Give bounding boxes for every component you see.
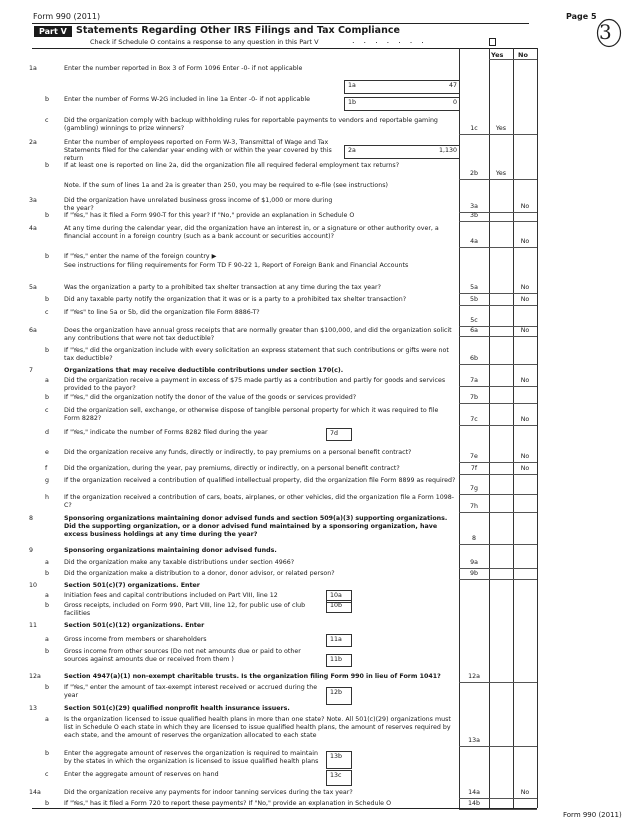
question-text: Is the organization licensed to issue qualified health plans in more than one state? Note. All 501(c)(29) organizations must list in Schedule O each state in which they are licensed to issue qualified health plans, the amount of reserves required by each state, and the amount of reserves the organization allocated to each state	[64, 716, 451, 739]
answer-row-rule	[459, 386, 537, 387]
question-number: 14a	[29, 789, 41, 796]
question-text: Sponsoring organizations maintaining donor advised funds and section 509(a)(3) supporting organizations. Did the supporting organization, or a donor advised fund maintained by a sponsoring organization, have excess business holdings at any time during the year?	[64, 515, 448, 538]
line-number-cell: 1c	[470, 125, 478, 132]
amount-box-label: 11a	[330, 636, 342, 643]
question-sub-letter: c	[45, 309, 49, 316]
question-text: If "Yes," did the organization notify the donor of the value of the goods or services provided?	[64, 394, 357, 401]
question-text: Did the organization, during the year, pay premiums, directly or indirectly, on a personal benefit contract?	[64, 465, 400, 472]
answer-row-rule	[459, 364, 537, 365]
answer-row-rule	[459, 474, 537, 475]
question-sub-letter: h	[45, 494, 49, 501]
line-number-cell: 14b	[467, 800, 480, 807]
no-answer-cell[interactable]: No	[520, 238, 530, 245]
question-text: Did any taxable party notify the organization that it was or is a party to a prohibited tax shelter transaction?	[64, 296, 407, 303]
answer-row-rule	[459, 462, 537, 463]
amount-box-10b[interactable]	[326, 600, 352, 613]
answer-row-rule	[459, 809, 537, 810]
table-top-rule	[32, 48, 537, 49]
amount-box-label: 1b	[348, 99, 357, 106]
no-col-border	[513, 48, 514, 808]
amount-box-label: 13b	[330, 753, 343, 760]
answer-row-rule	[459, 293, 537, 294]
question-text: Did the organization receive any funds, directly or indirectly, to pay premiums on a personal benefit contract?	[64, 449, 412, 456]
answer-row-rule	[459, 494, 537, 495]
question-sub-letter: b	[45, 800, 49, 807]
yes-col-border	[489, 48, 490, 808]
amount-box-value: 1,130	[438, 147, 457, 154]
yes-answer-cell[interactable]: Yes	[495, 170, 507, 177]
question-text: Enter the number of employees reported on Form W-3, Transmittal of Wage and Tax Statements filed for the calendar year ending with or within the year covered by this return	[64, 139, 332, 162]
line-number-cell: 12a	[468, 673, 480, 680]
question-text: If "Yes," enter the name of the foreign country ▶	[64, 253, 217, 260]
answer-row-rule	[459, 746, 537, 747]
right-border	[537, 48, 538, 808]
amount-box-2a[interactable]	[344, 145, 460, 159]
answer-row-rule	[459, 134, 537, 135]
question-number: 3a	[29, 197, 37, 204]
form-footer: Form 990 (2011)	[563, 811, 622, 819]
question-text: Sponsoring organizations maintaining donor advised funds.	[64, 547, 277, 554]
question-number: 1a	[29, 65, 37, 72]
question-text: Does the organization have annual gross receipts that are normally greater than $100,000, and did the organization solicit any contributions that were not tax deductible?	[64, 327, 452, 342]
line-number-cell: 7c	[470, 416, 478, 423]
question-sub-letter: b	[45, 96, 49, 103]
no-answer-cell[interactable]: No	[520, 296, 530, 303]
question-sub-letter: b	[45, 394, 49, 401]
question-sub-letter: c	[45, 117, 49, 124]
amount-box-11a[interactable]	[326, 634, 352, 647]
schedule-o-check-text: Check if Schedule O contains a response to any question in this Part V	[90, 38, 319, 46]
question-number: 11	[29, 622, 38, 629]
question-sub-letter: b	[45, 570, 49, 577]
question-text: If at least one is reported on line 2a, did the organization file all required federal employment tax returns?	[64, 162, 400, 169]
line-number-cell: 7a	[470, 377, 478, 384]
answer-row-rule	[459, 179, 537, 180]
question-sub-letter: f	[45, 465, 48, 472]
amount-box-11b[interactable]	[326, 654, 352, 667]
line-number-cell: 14a	[468, 789, 480, 796]
question-number: 10	[29, 582, 38, 589]
question-text: Organizations that may receive deductible contributions under section 170(c).	[64, 367, 344, 374]
question-sub-letter: b	[45, 684, 49, 691]
header-rule	[32, 23, 529, 24]
question-text: Gross income from members or shareholders	[64, 636, 207, 643]
question-text: If "Yes," indicate the number of Forms 8282 filed during the year	[64, 429, 268, 436]
question-text: Did the organization make a distribution to a donor, donor advisor, or related person?	[64, 570, 335, 577]
line-number-cell: 9a	[470, 559, 478, 566]
question-sub-letter: b	[45, 347, 49, 354]
line-number-cell: 13a	[468, 737, 480, 744]
question-sub-letter: a	[45, 636, 49, 643]
no-answer-cell[interactable]: No	[520, 203, 530, 210]
yes-column-header: Yes	[491, 51, 504, 59]
answer-row-rule	[459, 403, 537, 404]
question-text: See instructions for filing requirements for Form TD F 90-22 1, Report of Foreign Bank and Financial Accounts	[64, 262, 409, 269]
no-answer-cell[interactable]: No	[520, 789, 530, 796]
answer-row-rule	[459, 544, 537, 545]
question-sub-letter: c	[45, 771, 49, 778]
question-number: 13	[29, 705, 38, 712]
answer-row-rule	[459, 798, 537, 799]
answer-row-rule	[459, 512, 537, 513]
no-answer-cell[interactable]: No	[520, 416, 530, 423]
no-answer-cell[interactable]: No	[520, 284, 530, 291]
amount-box-label: 11b	[330, 656, 343, 663]
question-text: Initiation fees and capital contributions included on Part VIII, line 12	[64, 592, 278, 599]
page-number: Page 5	[566, 12, 597, 21]
question-number: 9	[29, 547, 34, 554]
question-sub-letter: a	[45, 377, 49, 384]
line-number-cell: 5a	[470, 284, 478, 291]
amount-box-13c[interactable]	[326, 770, 352, 786]
question-text: Gross receipts, included on Form 990, Part VIII, line 12, for public use of club facilities	[64, 602, 306, 617]
question-sub-letter: a	[45, 559, 49, 566]
question-text: Section 501(c)(7) organizations. Enter	[64, 582, 200, 589]
amount-box-value: 0	[452, 99, 457, 106]
col-header-rule	[489, 59, 537, 60]
amount-box-1a[interactable]	[344, 80, 460, 94]
line-number-cell: 7e	[470, 453, 478, 460]
line-number-col-border	[459, 48, 460, 808]
question-sub-letter: g	[45, 477, 49, 484]
no-answer-cell[interactable]: No	[520, 327, 530, 334]
amount-box-label: 2a	[348, 147, 356, 154]
part-tag: Part V	[34, 26, 72, 37]
question-text: Enter the number reported in Box 3 of Form 1096 Enter -0- if not applicable	[64, 65, 303, 72]
answer-row-rule	[459, 568, 537, 569]
question-text: Did the organization sell, exchange, or otherwise dispose of tangible personal property for which it was required to file Form 8282?	[64, 407, 439, 422]
answer-row-rule	[459, 682, 537, 683]
question-text: Was the organization a party to a prohibited tax shelter transaction at any time during the tax year?	[64, 284, 381, 291]
line-number-cell: 4a	[470, 238, 478, 245]
line-number-cell: 9b	[469, 570, 478, 577]
form-header-left: Form 990 (2011)	[33, 12, 101, 21]
question-text: Section 4947(a)(1) non-exempt charitable trusts. Is the organization filing Form 990 in lieu of Form 1041?	[64, 673, 441, 680]
question-text: Enter the aggregate amount of reserves the organization is required to maintain by the states in which the organization is licensed to issue qualified health plans	[64, 750, 319, 765]
question-text: Section 501(c)(29) qualified nonprofit health insurance issuers.	[64, 705, 290, 712]
amount-box-label: 1a	[348, 82, 356, 89]
line-number-cell: 5b	[469, 296, 478, 303]
question-sub-letter: b	[45, 602, 49, 609]
question-sub-letter: b	[45, 162, 49, 169]
no-answer-cell[interactable]: No	[520, 465, 530, 472]
amount-box-label: 7d	[330, 430, 339, 437]
question-text: Did the organization comply with backup withholding rules for reportable payments to vendors and reportable gaming (gambling) winnings to prize winners?	[64, 117, 438, 132]
amount-box-12b[interactable]	[326, 687, 352, 705]
question-number: 8	[29, 515, 34, 522]
question-text: At any time during the calendar year, did the organization have an interest in, or a signature or other authority over, a financial account in a foreign country (such as a bank account or securities account)?	[64, 225, 439, 240]
line-number-cell: 3a	[470, 203, 478, 210]
answer-row-rule	[459, 221, 537, 222]
line-number-cell: 5c	[470, 317, 478, 324]
answer-row-rule	[459, 247, 537, 248]
question-number: 6a	[29, 327, 37, 334]
line-number-cell: 2b	[469, 170, 478, 177]
question-text: If "Yes," enter the amount of tax-exempt interest received or accrued during the year	[64, 684, 318, 699]
question-sub-letter: a	[45, 592, 49, 599]
question-text: Did the organization receive a payment in excess of $75 made partly as a contribution and partly for goods and services provided to the payor?	[64, 377, 446, 392]
line-number-cell: 7f	[470, 465, 478, 472]
question-text: Gross income from other sources (Do not net amounts due or paid to other sources against amounts due or received from them )	[64, 648, 301, 663]
question-sub-letter: a	[45, 716, 49, 723]
handwritten-number: 3	[599, 20, 612, 44]
no-column-header: No	[518, 51, 528, 59]
question-text: Note. If the sum of lines 1a and 2a is greater than 250, you may be required to e-file (see instructions)	[64, 182, 388, 189]
line-number-cell: 3b	[469, 212, 478, 219]
question-number: 2a	[29, 139, 37, 146]
answer-row-rule	[459, 579, 537, 580]
amount-box-label: 12b	[330, 689, 343, 696]
question-number: 7	[29, 367, 34, 374]
check-leader-dots: .......	[352, 36, 433, 45]
line-number-cell: 7b	[469, 394, 478, 401]
question-text: If "Yes," did the organization include with every solicitation an express statement that such contributions or gifts were not tax deductible?	[64, 347, 449, 362]
question-text: If "Yes" to line 5a or 5b, did the organization file Form 8886-T?	[64, 309, 260, 316]
question-text: Did the organization receive any payments for indoor tanning services during the tax year?	[64, 789, 353, 796]
amount-box-value: 47	[448, 82, 457, 89]
no-answer-cell[interactable]: No	[520, 377, 530, 384]
question-text: Did the organization have unrelated business gross income of $1,000 or more during the year?	[64, 197, 333, 212]
line-number-cell: 6b	[469, 355, 478, 362]
question-sub-letter: b	[45, 296, 49, 303]
question-sub-letter: d	[45, 429, 49, 436]
question-number: 4a	[29, 225, 37, 232]
line-number-cell: 7h	[470, 503, 478, 510]
line-number-cell: 8	[471, 535, 476, 542]
question-number: 5a	[29, 284, 37, 291]
question-sub-letter: b	[45, 648, 49, 655]
question-sub-letter: e	[45, 449, 49, 456]
question-text: Enter the number of Forms W-2G included in line 1a Enter -0- if not applicable	[64, 96, 310, 103]
question-sub-letter: b	[45, 750, 49, 757]
answer-row-rule	[459, 425, 537, 426]
question-text: If the organization received a contribution of qualified intellectual property, did the organization file Form 8899 as required?	[64, 477, 456, 484]
question-text: If the organization received a contribution of cars, boats, airplanes, or other vehicles, did the organization file a Form 1098-C?	[64, 494, 455, 509]
no-answer-cell[interactable]: No	[520, 453, 530, 460]
amount-box-label: 13c	[330, 772, 342, 779]
amount-box-7d[interactable]	[326, 428, 352, 441]
question-text: If "Yes," has it filed a Form 990-T for this year? If "No," provide an explanation in Schedule O	[64, 212, 355, 219]
schedule-o-checkbox[interactable]	[489, 38, 496, 46]
amount-box-label: 10b	[330, 602, 343, 609]
question-text: Did the organization make any taxable distributions under section 4966?	[64, 559, 295, 566]
question-text: Section 501(c)(12) organizations. Enter	[64, 622, 205, 629]
question-sub-letter: b	[45, 212, 49, 219]
answer-row-rule	[459, 336, 537, 337]
question-text: If "Yes," has it filed a Form 720 to report these payments? If "No," provide an explanation in Schedule O	[64, 800, 392, 807]
amount-box-label: 10a	[330, 592, 342, 599]
amount-box-1b[interactable]	[344, 97, 460, 111]
question-number: 12a	[29, 673, 41, 680]
amount-box-13b[interactable]	[326, 751, 352, 769]
answer-row-rule	[459, 305, 537, 306]
part-title: Statements Regarding Other IRS Filings and Tax Compliance	[76, 25, 400, 36]
line-number-cell: 6a	[470, 327, 478, 334]
line-number-cell: 7g	[469, 485, 478, 492]
yes-answer-cell[interactable]: Yes	[495, 125, 507, 132]
question-sub-letter: b	[45, 253, 49, 260]
question-text: Enter the aggregate amount of reserves on hand	[64, 771, 219, 778]
question-sub-letter: c	[45, 407, 49, 414]
